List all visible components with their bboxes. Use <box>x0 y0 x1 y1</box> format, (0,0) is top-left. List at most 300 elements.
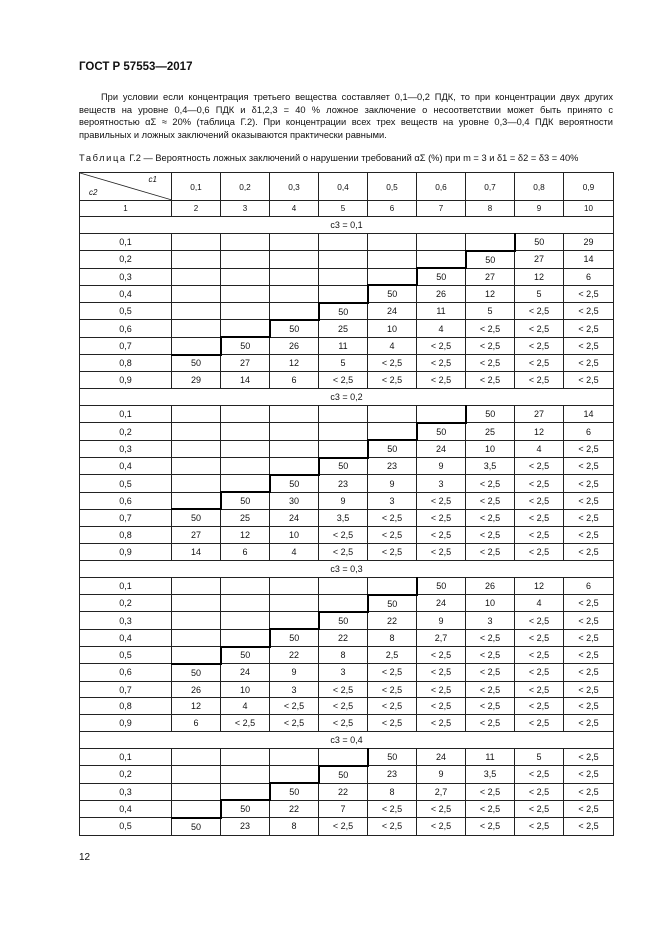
table-row <box>80 818 614 835</box>
table-cell: < 2,5 <box>466 800 515 817</box>
table-row <box>80 577 614 594</box>
table-cell: 8 <box>270 818 319 835</box>
column-number: 5 <box>319 201 368 217</box>
table-cell: 24 <box>417 440 466 457</box>
table-cell <box>172 783 221 800</box>
table-cell: 4 <box>368 337 417 354</box>
table-cell: 50 <box>221 492 270 509</box>
table-cell <box>417 251 466 268</box>
table-cell: < 2,5 <box>417 664 466 681</box>
table-cell: < 2,5 <box>515 647 564 664</box>
row-header-cell: 0,4 <box>80 458 172 475</box>
table-cell: 50 <box>417 268 466 285</box>
table-cell: 29 <box>564 234 614 251</box>
table-cell <box>319 423 368 440</box>
body-paragraph <box>79 91 613 141</box>
table-cell: < 2,5 <box>564 440 614 457</box>
table-cell: < 2,5 <box>515 527 564 544</box>
table-cell: 5 <box>515 749 564 766</box>
table-cell: < 2,5 <box>564 715 614 732</box>
table-row <box>80 647 614 664</box>
column-header: 0,5 <box>368 173 417 201</box>
table-cell: < 2,5 <box>368 800 417 817</box>
table-row <box>80 509 614 526</box>
table-cell <box>221 440 270 457</box>
table-cell: < 2,5 <box>368 544 417 561</box>
table-cell: < 2,5 <box>515 818 564 835</box>
table-cell <box>172 458 221 475</box>
table-cell: 3 <box>270 681 319 698</box>
table-cell: < 2,5 <box>417 509 466 526</box>
table-cell: 26 <box>466 577 515 594</box>
table-cell: 12 <box>172 698 221 715</box>
table-cell: 50 <box>172 355 221 372</box>
table-cell <box>172 629 221 646</box>
column-number: 10 <box>564 201 614 217</box>
table-cell: 6 <box>564 423 614 440</box>
corner-c2-label: c2 <box>89 188 98 197</box>
table-cell: < 2,5 <box>466 527 515 544</box>
table-cell: < 2,5 <box>417 527 466 544</box>
table-cell: 2,5 <box>368 647 417 664</box>
table-cell: < 2,5 <box>564 612 614 629</box>
section-header-row <box>80 560 614 577</box>
column-number: 9 <box>515 201 564 217</box>
table-cell: 50 <box>172 664 221 681</box>
table-cell: 24 <box>368 303 417 320</box>
table-cell: 9 <box>368 475 417 492</box>
table-row <box>80 234 614 251</box>
table-cell: 12 <box>515 423 564 440</box>
table-cell: < 2,5 <box>466 647 515 664</box>
column-header: 0,3 <box>270 173 319 201</box>
table-cell <box>221 749 270 766</box>
table-cell: < 2,5 <box>564 285 614 302</box>
table-cell <box>319 234 368 251</box>
table-cell <box>319 406 368 423</box>
table-row <box>80 612 614 629</box>
table-cell: 9 <box>417 766 466 783</box>
row-header-cell: 0,2 <box>80 423 172 440</box>
table-cell: < 2,5 <box>368 715 417 732</box>
table-cell <box>319 595 368 612</box>
section-label: c3 = 0,4 <box>80 732 614 749</box>
table-cell: < 2,5 <box>515 372 564 389</box>
table-cell: 3 <box>417 475 466 492</box>
table-cell: < 2,5 <box>466 509 515 526</box>
table-cell <box>270 749 319 766</box>
table-cell <box>270 577 319 594</box>
row-header-cell: 0,1 <box>80 234 172 251</box>
table-cell: 23 <box>319 475 368 492</box>
table-cell: < 2,5 <box>466 783 515 800</box>
table-cell: 25 <box>319 320 368 337</box>
section-label: c3 = 0,2 <box>80 389 614 406</box>
table-cell <box>221 303 270 320</box>
table-cell: < 2,5 <box>466 698 515 715</box>
column-number-row <box>80 201 614 217</box>
table-cell: 3,5 <box>319 509 368 526</box>
table-cell: < 2,5 <box>466 681 515 698</box>
table-cell: 26 <box>270 337 319 354</box>
table-cell <box>270 595 319 612</box>
table-cell: 4 <box>515 595 564 612</box>
row-header-cell: 0,3 <box>80 612 172 629</box>
column-number: 1 <box>80 201 172 217</box>
table-cell <box>172 766 221 783</box>
table-cell: < 2,5 <box>319 715 368 732</box>
table-cell <box>221 612 270 629</box>
table-cell: < 2,5 <box>466 320 515 337</box>
table-cell: 6 <box>564 577 614 594</box>
table-row <box>80 372 614 389</box>
table-cell: < 2,5 <box>564 749 614 766</box>
row-header-cell: 0,1 <box>80 577 172 594</box>
table-cell: 50 <box>368 595 417 612</box>
table-cell: 10 <box>466 440 515 457</box>
table-cell <box>172 475 221 492</box>
table-cell: 11 <box>466 749 515 766</box>
table-cell: < 2,5 <box>515 303 564 320</box>
table-cell: 50 <box>270 475 319 492</box>
table-cell: < 2,5 <box>466 664 515 681</box>
table-cell <box>319 268 368 285</box>
table-cell: 10 <box>221 681 270 698</box>
table-cell: < 2,5 <box>417 818 466 835</box>
row-header-cell: 0,9 <box>80 544 172 561</box>
column-header: 0,7 <box>466 173 515 201</box>
table-cell: 25 <box>221 509 270 526</box>
table-cell: < 2,5 <box>417 372 466 389</box>
table-cell <box>270 423 319 440</box>
table-cell: 12 <box>515 268 564 285</box>
table-cell: 9 <box>417 458 466 475</box>
table-cell: < 2,5 <box>515 681 564 698</box>
table-cell: 4 <box>515 440 564 457</box>
table-cell: 27 <box>515 251 564 268</box>
table-cell: 50 <box>270 783 319 800</box>
table-cell: < 2,5 <box>368 818 417 835</box>
row-header-cell: 0,1 <box>80 406 172 423</box>
table-cell: < 2,5 <box>319 372 368 389</box>
table-cell: 50 <box>221 647 270 664</box>
table-cell: < 2,5 <box>417 544 466 561</box>
row-header-cell: 0,3 <box>80 440 172 457</box>
table-cell: 25 <box>466 423 515 440</box>
table-cell: 12 <box>270 355 319 372</box>
table-row <box>80 698 614 715</box>
table-cell: < 2,5 <box>515 337 564 354</box>
page-number: 12 <box>79 852 91 863</box>
table-cell: < 2,5 <box>417 337 466 354</box>
column-number: 2 <box>172 201 221 217</box>
table-row <box>80 251 614 268</box>
table-cell: < 2,5 <box>564 544 614 561</box>
paragraph-text: При условии если концентрация третьего вещества составляет 0,1—0,2 ПДК, то при концентрации двух других веществ на уровне 0,4—0,6 ПДК и δ1,2,3 = 40 % ложное заключение о несоответствии может быть принято с вероятностью αΣ ≈ 20% (таблица Г.2). При концентрации всех трех веществ на уровне 0,3—0,4 ПДК вероятности правильных и ложных заключений оказываются практически равными. <box>79 92 613 140</box>
table-cell: < 2,5 <box>368 681 417 698</box>
table-cell <box>270 612 319 629</box>
table-cell: 26 <box>417 285 466 302</box>
table-cell: 23 <box>221 818 270 835</box>
table-cell: < 2,5 <box>515 664 564 681</box>
table-cell <box>172 612 221 629</box>
table-cell: 14 <box>172 544 221 561</box>
table-cell: < 2,5 <box>564 629 614 646</box>
table-cell: < 2,5 <box>515 355 564 372</box>
row-header-cell: 0,6 <box>80 320 172 337</box>
column-number: 6 <box>368 201 417 217</box>
table-cell: 9 <box>270 664 319 681</box>
section-header-row <box>80 389 614 406</box>
table-cell: 3 <box>319 664 368 681</box>
table-cell: < 2,5 <box>417 715 466 732</box>
table-cell: 24 <box>221 664 270 681</box>
table-cell <box>221 268 270 285</box>
table-cell <box>172 406 221 423</box>
table-row <box>80 544 614 561</box>
table-cell: 24 <box>270 509 319 526</box>
table-cell: 50 <box>221 337 270 354</box>
corner-c1-label: c1 <box>148 175 157 184</box>
row-header-cell: 0,5 <box>80 818 172 835</box>
table-cell <box>319 251 368 268</box>
table-cell: 50 <box>368 440 417 457</box>
table-row <box>80 527 614 544</box>
table-cell <box>172 234 221 251</box>
table-cell: 2,7 <box>417 629 466 646</box>
table-cell <box>221 458 270 475</box>
table-cell: < 2,5 <box>319 544 368 561</box>
table-row <box>80 595 614 612</box>
row-header-cell: 0,8 <box>80 355 172 372</box>
row-header-cell: 0,2 <box>80 595 172 612</box>
table-cell: 5 <box>466 303 515 320</box>
table-cell: < 2,5 <box>564 681 614 698</box>
table-cell: < 2,5 <box>564 800 614 817</box>
table-cell: 50 <box>172 509 221 526</box>
table-cell <box>221 406 270 423</box>
column-header: 0,4 <box>319 173 368 201</box>
row-header-cell: 0,6 <box>80 664 172 681</box>
table-cell <box>172 268 221 285</box>
table-cell <box>221 423 270 440</box>
table-cell: 3 <box>466 612 515 629</box>
table-cell: < 2,5 <box>564 492 614 509</box>
table-cell: < 2,5 <box>515 612 564 629</box>
table-cell <box>221 234 270 251</box>
table-cell: 50 <box>319 766 368 783</box>
table-cell <box>172 492 221 509</box>
table-cell: 50 <box>270 320 319 337</box>
row-header-cell: 0,2 <box>80 766 172 783</box>
table-cell <box>368 577 417 594</box>
table-cell <box>221 475 270 492</box>
row-header-cell: 0,8 <box>80 698 172 715</box>
table-row <box>80 268 614 285</box>
table-cell: < 2,5 <box>368 527 417 544</box>
table-cell <box>221 285 270 302</box>
table-cell: < 2,5 <box>515 698 564 715</box>
table-cell: < 2,5 <box>515 715 564 732</box>
table-cell: < 2,5 <box>515 509 564 526</box>
table-cell <box>172 800 221 817</box>
table-cell: 4 <box>221 698 270 715</box>
table-cell: 50 <box>368 285 417 302</box>
table-cell: < 2,5 <box>319 681 368 698</box>
table-cell <box>417 406 466 423</box>
table-cell: 22 <box>368 612 417 629</box>
table-cell: 50 <box>515 234 564 251</box>
row-header-cell: 0,9 <box>80 715 172 732</box>
table-cell: < 2,5 <box>515 783 564 800</box>
table-cell: 4 <box>270 544 319 561</box>
table-cell: 5 <box>515 285 564 302</box>
table-cell <box>319 440 368 457</box>
table-cell: 50 <box>270 629 319 646</box>
table-row <box>80 337 614 354</box>
table-cell: 30 <box>270 492 319 509</box>
table-cell: 23 <box>368 458 417 475</box>
table-cell: 12 <box>515 577 564 594</box>
table-row <box>80 440 614 457</box>
table-cell: < 2,5 <box>515 492 564 509</box>
table-cell: 11 <box>417 303 466 320</box>
document-header: ГОСТ Р 57553—2017 <box>79 61 193 73</box>
table-row <box>80 766 614 783</box>
table-cell: 27 <box>221 355 270 372</box>
table-cell: < 2,5 <box>270 715 319 732</box>
section-header-row <box>80 732 614 749</box>
probability-table <box>79 172 614 836</box>
table-cell: < 2,5 <box>466 818 515 835</box>
table-row <box>80 800 614 817</box>
table-cell <box>172 303 221 320</box>
table-cell: < 2,5 <box>564 355 614 372</box>
table-cell: 50 <box>319 458 368 475</box>
table-row <box>80 783 614 800</box>
table-cell: 50 <box>319 612 368 629</box>
table-cell <box>172 285 221 302</box>
table-cell: < 2,5 <box>466 372 515 389</box>
table-cell: < 2,5 <box>564 647 614 664</box>
table-cell <box>221 629 270 646</box>
table-cell: 8 <box>368 783 417 800</box>
row-header-cell: 0,9 <box>80 372 172 389</box>
table-row <box>80 492 614 509</box>
table-cell: 23 <box>368 766 417 783</box>
table-cell: 14 <box>221 372 270 389</box>
table-row <box>80 715 614 732</box>
table-cell <box>172 595 221 612</box>
table-cell: 12 <box>221 527 270 544</box>
table-cell: 8 <box>319 647 368 664</box>
table-cell <box>270 406 319 423</box>
table-cell: < 2,5 <box>466 475 515 492</box>
table-cell: 10 <box>466 595 515 612</box>
row-header-cell: 0,3 <box>80 783 172 800</box>
table-cell: 6 <box>221 544 270 561</box>
table-cell <box>270 458 319 475</box>
table-cell: 7 <box>319 800 368 817</box>
table-row <box>80 629 614 646</box>
table-cell: 3,5 <box>466 458 515 475</box>
column-number: 7 <box>417 201 466 217</box>
table-cell: < 2,5 <box>564 303 614 320</box>
table-cell: 50 <box>466 406 515 423</box>
table-cell: < 2,5 <box>417 681 466 698</box>
table-cell <box>270 268 319 285</box>
table-cell: 50 <box>417 423 466 440</box>
table-cell: < 2,5 <box>319 527 368 544</box>
table-cell: 27 <box>515 406 564 423</box>
table-row <box>80 664 614 681</box>
column-number: 8 <box>466 201 515 217</box>
row-header-cell: 0,5 <box>80 647 172 664</box>
column-header: 0,6 <box>417 173 466 201</box>
table-cell: 5 <box>319 355 368 372</box>
table-cell: < 2,5 <box>417 355 466 372</box>
table-cell: < 2,5 <box>466 629 515 646</box>
table-cell: < 2,5 <box>368 664 417 681</box>
table-cell <box>221 320 270 337</box>
table-cell: < 2,5 <box>319 698 368 715</box>
table-cell <box>270 234 319 251</box>
table-row <box>80 475 614 492</box>
table-cell: < 2,5 <box>466 492 515 509</box>
table-cell: < 2,5 <box>515 629 564 646</box>
table-cell <box>172 320 221 337</box>
table-caption-text: Г.2 — Вероятность ложных заключений о нарушении требований αΣ (%) при m = 3 и δ1 = δ2 = δ3 = 40% <box>126 153 579 163</box>
table-cell <box>172 440 221 457</box>
table-cell: < 2,5 <box>515 800 564 817</box>
table-cell: < 2,5 <box>564 595 614 612</box>
table-cell: 22 <box>270 647 319 664</box>
table-cell: < 2,5 <box>564 818 614 835</box>
table-cell <box>319 749 368 766</box>
table-cell: < 2,5 <box>417 800 466 817</box>
table-cell: < 2,5 <box>564 372 614 389</box>
table-cell: < 2,5 <box>515 320 564 337</box>
table-cell: 14 <box>564 406 614 423</box>
table-row <box>80 320 614 337</box>
table-cell <box>270 303 319 320</box>
table-cell: < 2,5 <box>515 475 564 492</box>
table-cell: 10 <box>270 527 319 544</box>
row-header-cell: 0,7 <box>80 509 172 526</box>
table-cell <box>221 766 270 783</box>
table-header-row <box>80 173 614 201</box>
table-cell <box>172 337 221 354</box>
table-cell: < 2,5 <box>368 372 417 389</box>
table-row <box>80 458 614 475</box>
table-cell: 50 <box>319 303 368 320</box>
table-cell <box>172 251 221 268</box>
table-cell: 6 <box>270 372 319 389</box>
table-cell: 22 <box>319 629 368 646</box>
table-cell: < 2,5 <box>515 544 564 561</box>
table-cell: < 2,5 <box>564 783 614 800</box>
table-cell: 6 <box>172 715 221 732</box>
column-header: 0,9 <box>564 173 614 201</box>
table-cell <box>368 406 417 423</box>
row-header-cell: 0,1 <box>80 749 172 766</box>
table-cell <box>270 285 319 302</box>
table-cell <box>368 234 417 251</box>
section-label: c3 = 0,1 <box>80 217 614 234</box>
row-header-cell: 0,4 <box>80 285 172 302</box>
table-cell: < 2,5 <box>564 509 614 526</box>
table-cell: 9 <box>319 492 368 509</box>
